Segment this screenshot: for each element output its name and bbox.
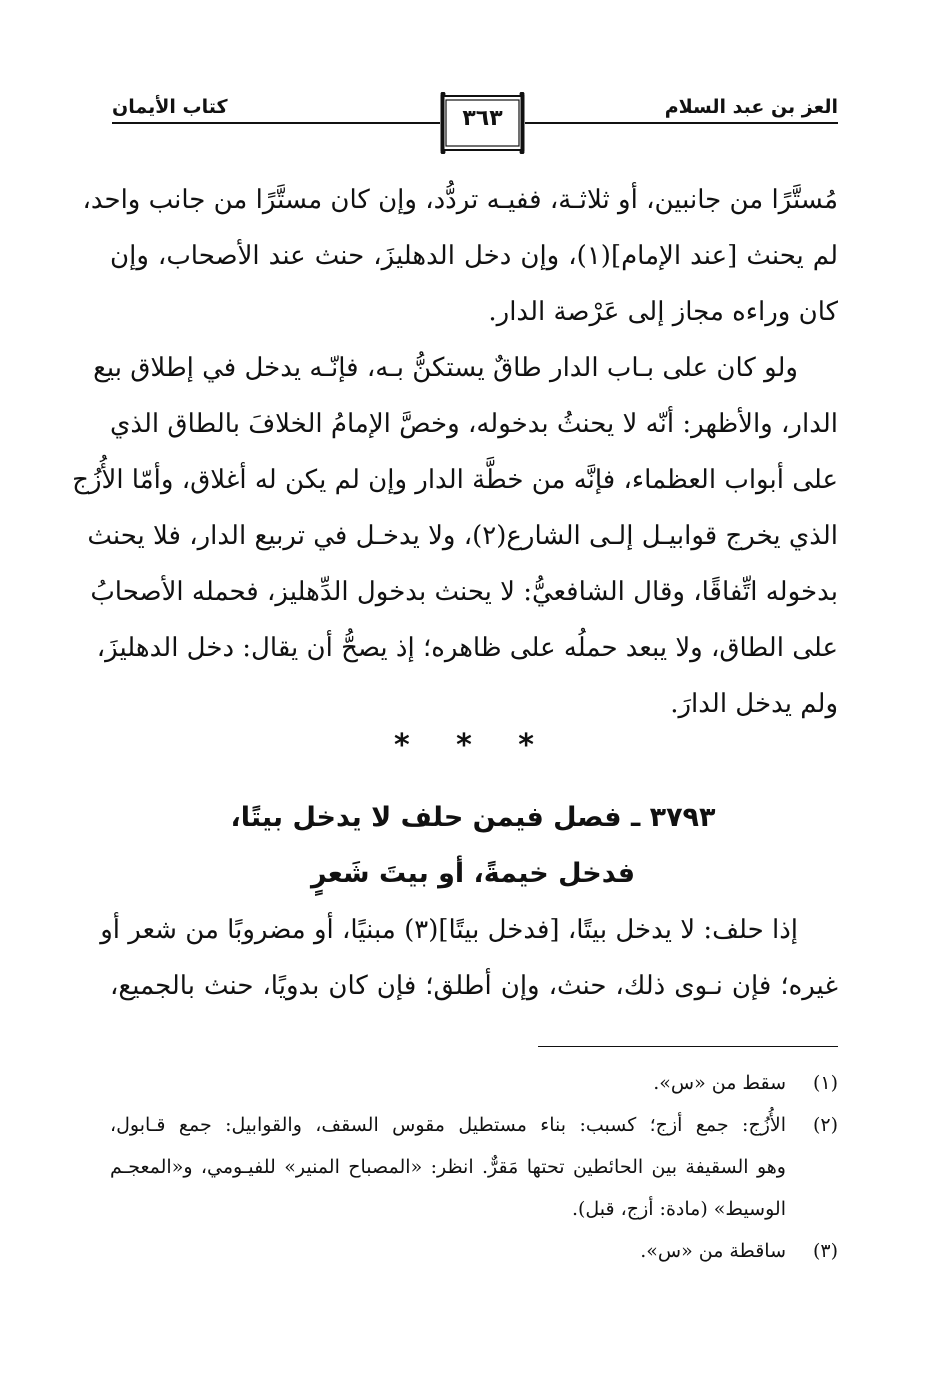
text-line: لم يحنث [عند الإمام](١)، وإن دخل الدهليزَ، حنث عند الأصحاب، وإن bbox=[110, 241, 839, 271]
running-head-book: كتاب الأيمان bbox=[112, 96, 228, 118]
text-line: الذي يخرج قوابيـل إلـى الشارع(٢)، ولا يدخـل في تربيع الدار، فلا يحنث bbox=[87, 521, 838, 551]
text-line: مُستَّرًا من جانبين، أو ثلاثـة، ففيـه تردُّد، وإن كان مستَّرًا من جانب واحد، bbox=[82, 185, 838, 215]
section-heading bbox=[0, 790, 946, 902]
text-line: ولو كان على بـاب الدار طاقٌ يستكنُّ بـه، فإنّـه يدخل في إطلاق بيع bbox=[93, 353, 798, 383]
running-head-author: العز بن عبد السلام bbox=[664, 96, 838, 118]
footnote-separator-rule bbox=[538, 1046, 838, 1047]
footnote-number: (٣) bbox=[812, 1240, 838, 1262]
text-line: على الطاق، ولا يبعد حملُه على ظاهره؛ إذ يصحُّ أن يقال: دخل الدهليزَ، bbox=[96, 633, 838, 663]
footnote bbox=[110, 1062, 838, 1104]
text-line: كان وراءه مجاز إلى عَرْصة الدار. bbox=[488, 297, 838, 327]
footnote-number: (٢) bbox=[812, 1114, 838, 1136]
text-line: الدار، والأظهر: أنّه لا يحنثُ بدخوله، وخصَّ الإمامُ الخلافَ بالطاق الذي bbox=[110, 409, 838, 439]
footnote-line: وهو السقيفة بين الحائطين تحتها مَقرٌّ. انظر: «المصباح المنير» للفيـومي، و«المعجـم bbox=[110, 1156, 786, 1178]
footnote bbox=[110, 1230, 838, 1272]
footnote-line: الأُزُج: جمع أزج؛ كسبب: بناء مستطيل مقوس السقف، والقوابيل: جمع قـابول، bbox=[110, 1114, 787, 1136]
page-number: ٣٦٣ bbox=[462, 106, 503, 131]
page-number-frame bbox=[440, 92, 525, 154]
header-rule-right bbox=[525, 122, 838, 124]
footnote-number: (١) bbox=[812, 1072, 838, 1094]
text-line: ولم يدخل الدارَ. bbox=[670, 689, 838, 719]
header-rule-left bbox=[112, 122, 440, 124]
section-separator: * * * bbox=[394, 728, 552, 763]
text-line: على أبواب العظماء، فإنَّه من خطَّة الدار وإن لم يكن له أغلاق، وأمّا الأُزُج bbox=[72, 465, 838, 495]
paragraph-3 bbox=[100, 902, 838, 1014]
footnote-line: سقط من «س». bbox=[653, 1072, 786, 1094]
footnotes bbox=[110, 1062, 838, 1272]
paragraph-1 bbox=[82, 172, 839, 340]
paragraph-2 bbox=[72, 340, 838, 732]
section-heading-line-1: ٣٧٩٣ ـ فصل فيمن حلف لا يدخل بيتًا، bbox=[230, 802, 716, 833]
footnote-line: الوسيط» (مادة: أزج، قبل). bbox=[571, 1198, 786, 1220]
text-line: إذا حلف: لا يدخل بيتًا، [فدخل بيتًا](٣) مبنيًا، أو مضروبًا من شعر أو bbox=[100, 915, 798, 945]
section-heading-line-2: فدخل خيمةً، أو بيتَ شَعرٍ bbox=[310, 858, 635, 889]
text-line: بدخوله اتِّفاقًا، وقال الشافعيُّ: لا يحنث بدخول الدِّهليز، فحمله الأصحابُ bbox=[90, 577, 838, 607]
text-line: غيره؛ فإن نـوى ذلك، حنث، وإن أطلق؛ فإن كان بدويًا، حنث بالجميع، bbox=[110, 971, 838, 1001]
footnote bbox=[110, 1104, 838, 1230]
footnote-line: ساقطة من «س». bbox=[640, 1240, 786, 1262]
